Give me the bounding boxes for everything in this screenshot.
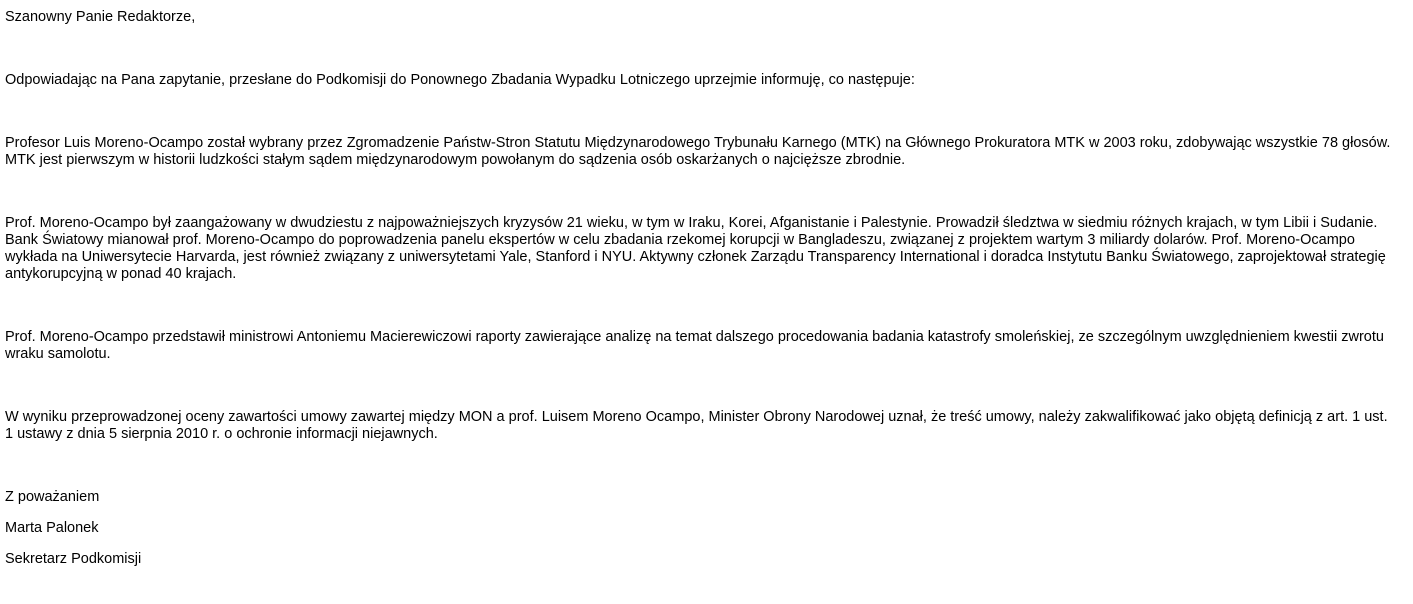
paragraph-reports-to-minister: Prof. Moreno-Ocampo przedstawił ministrowi Antoniemu Macierewiczowi raporty zawierające analizę na temat dalszego procedowania badania katastrofy smoleńskiej, ze szczególnym uwzględnieniem kwestii zwrotu wraku samolotu. bbox=[5, 329, 1384, 362]
greeting: Szanowny Panie Redaktorze, bbox=[5, 9, 196, 25]
closing: Z poważaniem bbox=[5, 489, 100, 505]
paragraph-crises-experience: Prof. Moreno-Ocampo był zaangażowany w dwudziestu z najpoważniejszych kryzysów 21 wieku, w tym w Iraku, Korei, Afganistanie i Palestynie. Prowadził śledztwa w siedmiu różnych krajach, w tym Libii i Sudanie. Bank Światowy mianował prof. Moreno-Ocampo do poprowadzenia panelu ekspertów w celu zbadania rzekomej korupcji w Bangladeszu, związanej z projektem wartym 3 miliardy dolarów. Prof. Moreno-Ocampo wykłada na Uniwersytecie Harvarda, jest również związany z uniwersytetami Yale, Stanford i NYU. Aktywny członek Zarządu Transparency International i doradca Instytutu Banku Światowego, zaprojektował strategię antykorupcyjną w ponad 40 krajach. bbox=[5, 215, 1386, 282]
paragraph-icc-prosecutor: Profesor Luis Moreno-Ocampo został wybrany przez Zgromadzenie Państw-Stron Statutu Międzynarodowego Trybunału Karnego (MTK) na Głównego Prokuratora MTK w 2003 roku, zdobywając wszystkie 78 głosów. MTK jest pierwszym w historii ludzkości stałym sądem międzynarodowym powołanym do sądzenia osób oskarżanych o najcięższe zbrodnie. bbox=[5, 135, 1391, 168]
paragraph-inquiry-response: Odpowiadając na Pana zapytanie, przesłane do Podkomisji do Ponownego Zbadania Wypadku Lotniczego uprzejmie informuję, co następuje: bbox=[5, 72, 915, 88]
signer-name: Marta Palonek bbox=[5, 520, 99, 536]
signer-title: Sekretarz Podkomisji bbox=[5, 551, 142, 567]
paragraph-contract-classification: W wyniku przeprowadzonej oceny zawartości umowy zawartej między MON a prof. Luisem Moreno Ocampo, Minister Obrony Narodowej uznał, że treść umowy, należy zakwalifikować jako objętą definicją z art. 1 ust. 1 ustawy z dnia 5 sierpnia 2010 r. o ochronie informacji niejawnych. bbox=[5, 409, 1388, 442]
